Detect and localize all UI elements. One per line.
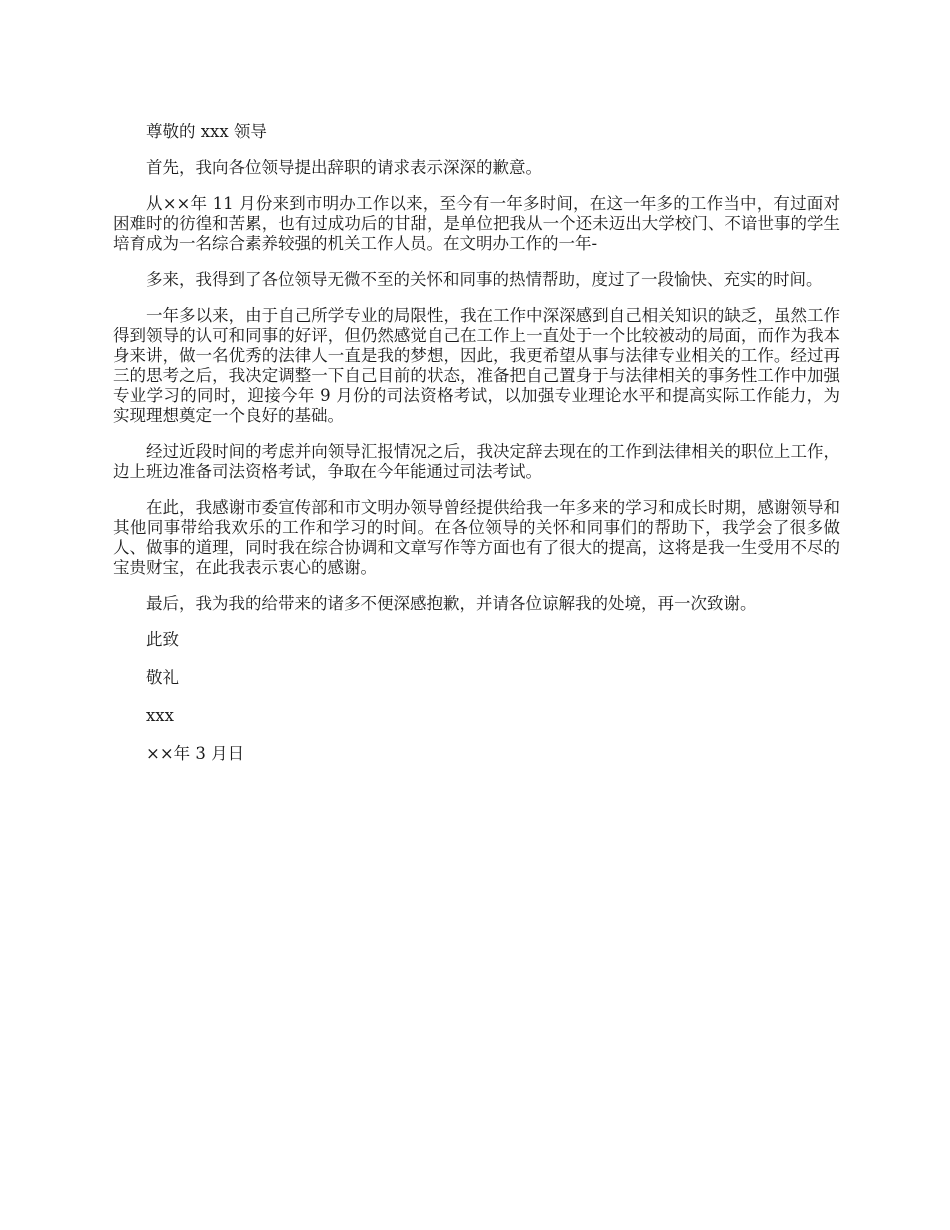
paragraph-work-history: 从××年 11 月份来到市明办工作以来，至今有一年多时间，在这一年多的工作当中，有过面对困难时的彷徨和苦累，也有过成功后的甘甜，是单位把我从一个还未迈出大学校门、不谙世事的学生培育成为一名综合素养较强的机关工作人员。在文明办工作的一年- (113, 194, 840, 253)
signature: xxx (146, 706, 174, 725)
closing-line-2: 敬礼 (146, 668, 179, 687)
salutation: 尊敬的 xxx 领导 (146, 122, 267, 141)
paragraph-gratitude-intro: 多来，我得到了各位领导无微不至的关怀和同事的热情帮助，度过了一段愉快、充实的时间。 (146, 270, 823, 289)
letter-date: ××年 3 月日 (146, 744, 245, 763)
paragraph-reason: 一年多以来，由于自己所学专业的局限性，我在工作中深深感到自己相关知识的缺乏，虽然工作得到领导的认可和同事的好评，但仍然感觉自己在工作上一直处于一个比较被动的局面，而作为我本身来讲，做一名优秀的法律人一直是我的梦想，因此，我更希望从事与法律专业相关的工作。经过再三的思考之后，我决定调整一下自己目前的状态，准备把自己置身于与法律相关的事务性工作中加强专业学习的同时，迎接今年 9 月份的司法资格考试，以加强专业理论水平和提高实际工作能力，为实现理想奠定一个良好的基础。 (113, 306, 840, 425)
letter-body (113, 122, 840, 780)
paragraph-decision: 经过近段时间的考虑并向领导汇报情况之后，我决定辞去现在的工作到法律相关的职位上工作，边上班边准备司法资格考试，争取在今年能通过司法考试。 (113, 442, 840, 481)
paragraph-final: 最后，我为我的给带来的诸多不便深感抱歉，并请各位谅解我的处境，再一次致谢。 (146, 594, 757, 613)
paragraph-apology: 首先，我向各位领导提出辞职的请求表示深深的歉意。 (146, 158, 542, 177)
paragraph-thanks: 在此，我感谢市委宣传部和市文明办领导曾经提供给我一年多来的学习和成长时期，感谢领导和其他同事带给我欢乐的工作和学习的时间。在各位领导的关怀和同事们的帮助下，我学会了很多做人、做事的道理，同时我在综合协调和文章写作等方面也有了很大的提高，这将是我一生受用不尽的宝贵财宝，在此我表示衷心的感谢。 (113, 498, 840, 577)
closing-line-1: 此致 (146, 630, 179, 649)
